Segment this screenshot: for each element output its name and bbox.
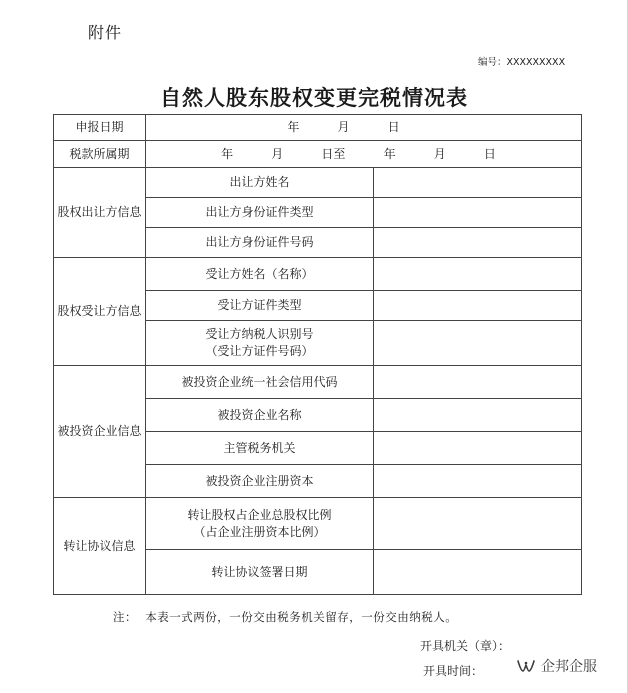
form-title: 自然人股东股权变更完税情况表 bbox=[160, 85, 468, 110]
field-value-input[interactable] bbox=[374, 550, 582, 595]
field-label: 出让方身份证件类型 bbox=[146, 198, 374, 228]
field-value-input[interactable] bbox=[374, 168, 582, 198]
section-transferee-title: 股权受让方信息 bbox=[54, 258, 146, 366]
watermark-text: 企邦企服 bbox=[541, 659, 597, 675]
tax-period-label: 税款所属期 bbox=[54, 141, 146, 168]
declaration-date-row bbox=[54, 115, 582, 141]
declaration-date-value[interactable]: 年 月 日 bbox=[146, 115, 582, 141]
field-label: 出让方身份证件号码 bbox=[146, 228, 374, 258]
table-row bbox=[54, 498, 582, 550]
table-row bbox=[54, 366, 582, 399]
field-value-input[interactable] bbox=[374, 198, 582, 228]
field-label: 转让协议签署日期 bbox=[146, 550, 374, 595]
field-label-line1: 受让方纳税人识别号 bbox=[205, 327, 314, 341]
declaration-date-label: 申报日期 bbox=[54, 115, 146, 141]
serial-number: 编号：XXXXXXXXX bbox=[478, 57, 566, 68]
section-transferor-title: 股权出让方信息 bbox=[54, 168, 146, 258]
field-label: 被投资企业注册资本 bbox=[146, 465, 374, 498]
field-value-input[interactable] bbox=[374, 228, 582, 258]
field-value-input[interactable] bbox=[374, 432, 582, 465]
field-label: 被投资企业名称 bbox=[146, 399, 374, 432]
field-value-input[interactable] bbox=[374, 465, 582, 498]
tax-period-value[interactable]: 年 月 日至 年 月 日 bbox=[146, 141, 582, 168]
field-value-input[interactable] bbox=[374, 258, 582, 291]
attachment-label: 附件 bbox=[88, 23, 123, 42]
field-value-input[interactable] bbox=[374, 291, 582, 321]
issue-time-label: 开具时间： bbox=[423, 664, 484, 678]
section-agreement-title: 转让协议信息 bbox=[54, 498, 146, 595]
field-label-line1: 转让股权占企业总股权比例 bbox=[187, 507, 332, 522]
table-row bbox=[54, 168, 582, 198]
field-label: 被投资企业统一社会信用代码 bbox=[146, 366, 374, 399]
field-label-line2: （受让方证件号码） bbox=[205, 344, 314, 358]
watermark bbox=[516, 656, 597, 676]
tax-period-row bbox=[54, 141, 582, 168]
field-label-line2: （占企业注册资本比例） bbox=[193, 524, 326, 539]
tax-completion-form bbox=[53, 114, 582, 595]
field-value-input[interactable] bbox=[374, 366, 582, 399]
field-label bbox=[146, 498, 374, 550]
field-label: 主管税务机关 bbox=[146, 432, 374, 465]
field-value-input[interactable] bbox=[374, 399, 582, 432]
wechat-channel-icon bbox=[516, 658, 536, 674]
field-value-input[interactable] bbox=[374, 498, 582, 550]
field-label: 受让方姓名（名称） bbox=[146, 258, 374, 291]
table-row bbox=[54, 258, 582, 291]
footer-note: 注： 本表一式两份，一份交由税务机关留存，一份交由纳税人。 bbox=[113, 610, 458, 624]
field-label bbox=[146, 321, 374, 366]
issuer-label: 开具机关（章）： bbox=[420, 639, 511, 653]
field-label: 受让方证件类型 bbox=[146, 291, 374, 321]
section-invested-company-title: 被投资企业信息 bbox=[54, 366, 146, 498]
field-label: 出让方姓名 bbox=[146, 168, 374, 198]
field-value-input[interactable] bbox=[374, 321, 582, 366]
